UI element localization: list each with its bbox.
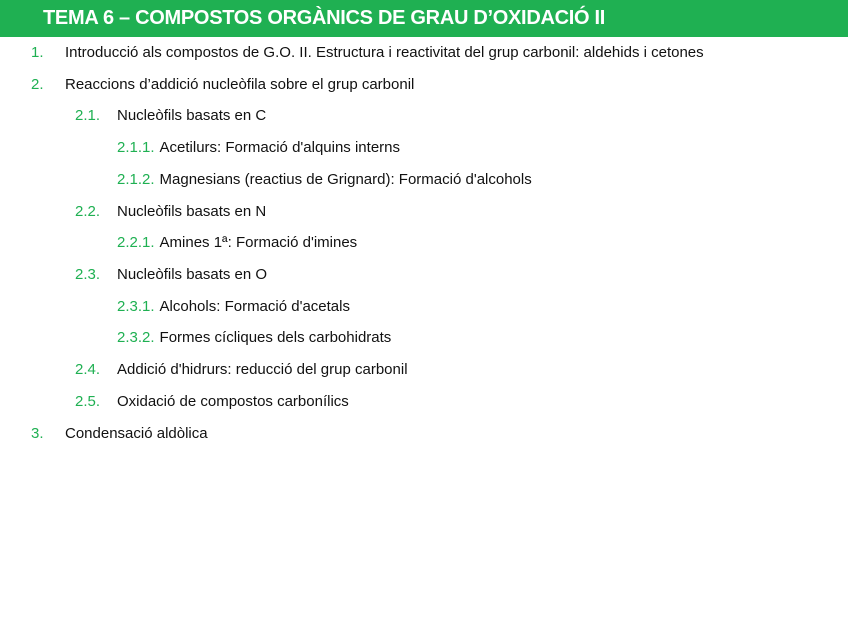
toc-number: 2.1.2. xyxy=(117,171,155,188)
toc-label: Nucleòfils basats en N xyxy=(117,203,267,220)
toc-label: Condensació aldòlica xyxy=(65,425,208,442)
toc-label: Acetilurs: Formació d'alquins interns xyxy=(159,139,400,156)
toc-number: 3. xyxy=(31,425,44,442)
toc-number: 2.3. xyxy=(75,266,101,283)
toc-item-2 xyxy=(31,74,414,96)
toc-item-2-3-1 xyxy=(117,296,350,318)
toc-label: Oxidació de compostos carbonílics xyxy=(117,393,349,410)
toc-item-2-4 xyxy=(75,359,408,381)
toc-item-2-2-1 xyxy=(117,232,357,254)
toc-label: Formes cícliques dels carbohidrats xyxy=(159,329,392,346)
toc-label: Magnesians (reactius de Grignard): Formació d'alcohols xyxy=(159,171,532,188)
toc-item-2-3-2 xyxy=(117,327,391,349)
toc-label: Introducció als compostos de G.O. II. Estructura i reactivitat del grup carbonil: aldehids i cetones xyxy=(65,44,704,61)
toc-item-2-1 xyxy=(75,105,266,127)
toc-number: 2.3.2. xyxy=(117,329,155,346)
toc-item-3 xyxy=(31,423,208,445)
toc-label: Nucleòfils basats en C xyxy=(117,107,267,124)
toc-number: 2.5. xyxy=(75,393,101,410)
toc-number: 2. xyxy=(31,76,44,93)
toc-item-1 xyxy=(31,42,704,64)
toc-item-2-1-1 xyxy=(117,137,400,159)
toc-item-2-1-2 xyxy=(117,169,532,191)
toc-number: 2.4. xyxy=(75,361,101,378)
toc-item-2-3 xyxy=(75,264,267,286)
toc-number: 2.1.1. xyxy=(117,139,155,156)
toc-number: 2.3.1. xyxy=(117,298,155,315)
toc-number: 2.1. xyxy=(75,107,101,124)
slide-title: TEMA 6 – COMPOSTOS ORGÀNICS DE GRAU D’OXIDACIÓ II xyxy=(43,7,606,29)
toc-item-2-2 xyxy=(75,201,266,223)
toc-label: Amines 1ª: Formació d'imines xyxy=(159,234,358,251)
toc-label: Addició d'hidrurs: reducció del grup carbonil xyxy=(117,361,408,378)
toc-label: Reaccions d’addició nucleòfila sobre el grup carbonil xyxy=(65,76,415,93)
toc-label: Nucleòfils basats en O xyxy=(117,266,268,283)
toc-label: Alcohols: Formació d'acetals xyxy=(159,298,350,315)
title-bar xyxy=(0,0,848,37)
toc-number: 2.2. xyxy=(75,203,101,220)
toc-item-2-5 xyxy=(75,391,349,413)
toc-number: 1. xyxy=(31,44,44,61)
toc-number: 2.2.1. xyxy=(117,234,155,251)
